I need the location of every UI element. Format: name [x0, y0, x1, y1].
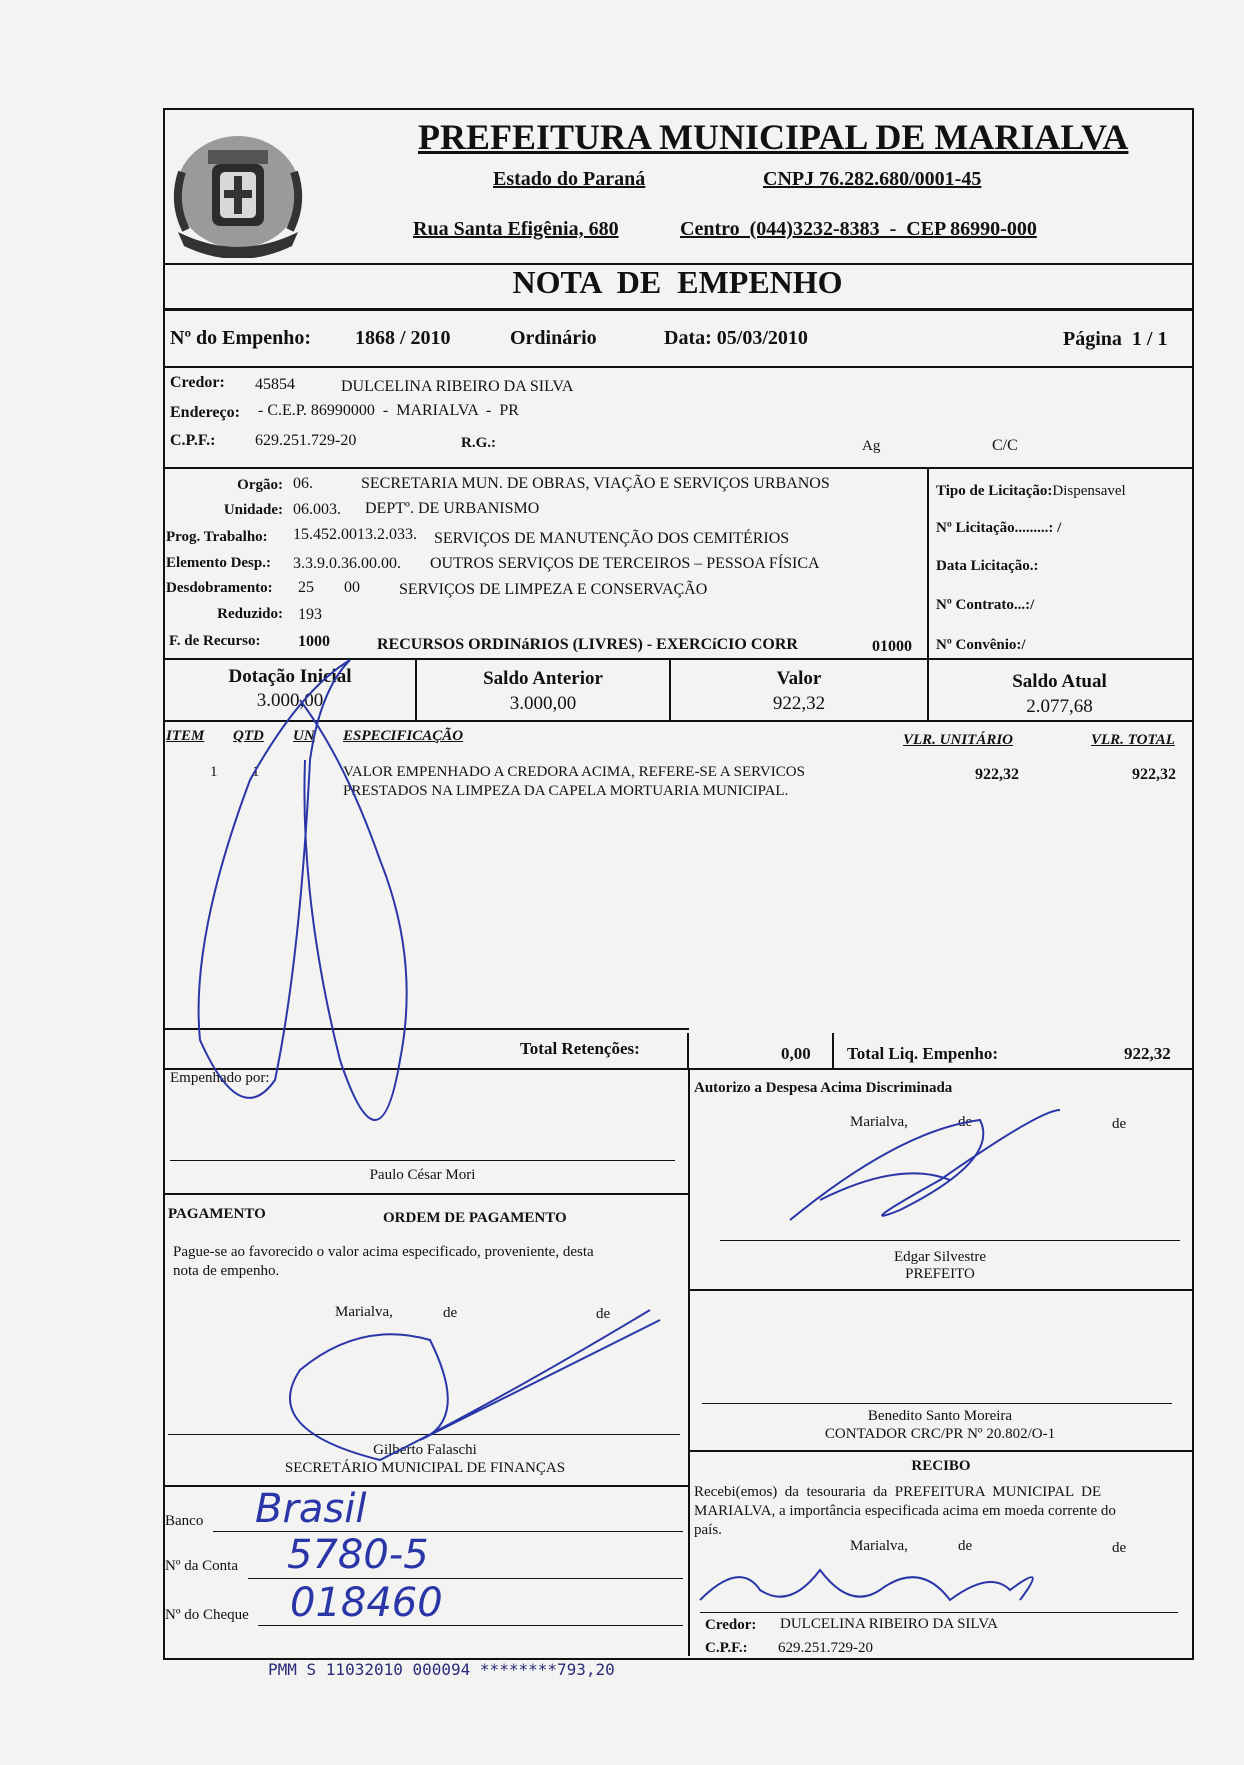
recibo-credor-label: Credor: [705, 1617, 757, 1633]
conta-label: Nº da Conta [165, 1558, 238, 1574]
recibo-text1: Recebi(emos) da tesouraria da PREFEITURA MUNICIPAL DE [694, 1484, 1102, 1500]
saldo-anterior-label: Saldo Anterior [483, 668, 603, 689]
secretario-name: Gilberto Falaschi [373, 1442, 477, 1458]
tipo-licitacao-value: Dispensavel [1052, 483, 1126, 499]
recurso-desc: RECURSOS ORDINáRIOS (LIVRES) - EXERCíCIO CORR [377, 636, 798, 653]
org-name: PREFEITURA MUNICIPAL DE MARIALVA [418, 117, 1129, 157]
prefeito-name: Edgar Silvestre [893, 1249, 987, 1265]
prog-desc: SERVIÇOS DE MANUTENÇÃO DOS CEMITÉRIOS [434, 530, 790, 547]
numero-convenio: Nº Convênio:/ [936, 637, 1026, 653]
banco-value: Brasil [255, 1486, 367, 1532]
saldo-atual-value: 2.077,68 [1026, 696, 1093, 717]
dotacao-label: Dotação Inicial [228, 666, 352, 687]
prefeito-role: PREFEITO [905, 1266, 975, 1282]
page-number: Página 1 / 1 [1063, 328, 1168, 350]
recibo-cpf-label: C.P.F.: [705, 1640, 748, 1656]
row-qtd: 1 [252, 764, 260, 780]
tipo-licitacao-label: Tipo de Licitação: [936, 483, 1053, 499]
empenho-type: Ordinário [510, 327, 597, 349]
empenho-number: 1868 / 2010 [355, 327, 451, 349]
data-licitacao: Data Licitação.: [936, 558, 1039, 574]
col-un: UN [293, 728, 315, 744]
orgao-label: Orgão: [237, 477, 283, 493]
cpf-label: C.P.F.: [170, 432, 216, 449]
unidade-desc: DEPTº. DE URBANISMO [365, 500, 540, 517]
secretario-role: SECRETÁRIO MUNICIPAL DE FINANÇAS [284, 1460, 566, 1476]
recibo-de2: de [1112, 1540, 1127, 1556]
ordem-pagamento: ORDEM DE PAGAMENTO [383, 1210, 567, 1226]
signature-empenhado-stroke [300, 700, 407, 1120]
recibo-title: RECIBO [911, 1458, 971, 1474]
orgao-code: 06. [293, 475, 313, 492]
autorizo-title: Autorizo a Despesa Acima Discriminada [694, 1080, 953, 1096]
state-name: Estado do Paraná [493, 168, 646, 190]
saldo-atual-label: Saldo Atual [1012, 671, 1107, 692]
row-total-value: 922,32 [1132, 766, 1176, 783]
desdobramento-desc: SERVIÇOS DE LIMPEZA E CONSERVAÇÃO [399, 581, 708, 598]
autorizo-place: Marialva, [850, 1114, 908, 1130]
valor-label: Valor [776, 668, 822, 689]
endereco-label: Endereço: [170, 404, 240, 421]
saldo-anterior-value: 3.000,00 [509, 693, 577, 714]
empenho-label: Nº do Empenho: [170, 327, 312, 349]
pagamento-de2: de [596, 1306, 611, 1322]
elemento-desc: OUTROS SERVIÇOS DE TERCEIROS – PESSOA FÍSICA [430, 555, 820, 572]
pagamento-title: PAGAMENTO [168, 1206, 266, 1222]
autorizo-de2: de [1112, 1116, 1127, 1132]
cnpj: CNPJ 76.282.680/0001-45 [763, 168, 982, 190]
recibo-de1: de [958, 1538, 973, 1554]
retencoes-label: Total Retenções: [520, 1039, 640, 1058]
signature-prefeito [790, 1110, 1060, 1220]
numero-licitacao: Nº Licitação.........: / [936, 520, 1062, 536]
ag-label: Ag [862, 438, 881, 454]
row-spec-line2: PRESTADOS NA LIMPEZA DA CAPELA MORTUARIA MUNICIPAL. [343, 783, 789, 799]
liq-label: Total Liq. Empenho: [847, 1044, 998, 1063]
document-title: NOTA DE EMPENHO [512, 264, 843, 300]
recurso-code2: 01000 [872, 638, 912, 655]
endereco-value: - C.E.P. 86990000 - MARIALVA - PR [258, 402, 519, 419]
prog-label: Prog. Trabalho: [166, 529, 268, 545]
cheque-label: Nº do Cheque [165, 1607, 249, 1623]
desdobramento-code2: 00 [344, 579, 360, 596]
recurso-label: F. de Recurso: [169, 633, 261, 649]
recibo-credor-name: DULCELINA RIBEIRO DA SILVA [780, 1616, 998, 1632]
cpf-value: 629.251.729-20 [255, 432, 357, 449]
unidade-label: Unidade: [223, 502, 283, 518]
col-spec: ESPECIFICAÇÃO [343, 728, 464, 744]
conta-value: 5780-5 [287, 1532, 429, 1578]
pagamento-text2: nota de empenho. [173, 1263, 280, 1279]
reduzido-value: 193 [298, 606, 322, 623]
banco-label: Banco [165, 1513, 204, 1529]
desdobramento-label: Desdobramento: [166, 580, 273, 596]
valor-value: 922,32 [772, 693, 826, 714]
contador-role: CONTADOR CRC/PR Nº 20.802/O-1 [824, 1426, 1056, 1442]
col-qtd: QTD [233, 728, 264, 744]
col-unit-value: VLR. UNITÁRIO [903, 732, 1014, 748]
recurso-code: 1000 [298, 633, 330, 650]
credor-code: 45854 [255, 376, 295, 393]
autorizo-de1: de [958, 1114, 973, 1130]
signature-empenhado [199, 660, 350, 1098]
signature-credor [700, 1570, 1033, 1600]
row-spec-line1: VALOR EMPENHADO A CREDORA ACIMA, REFERE-SE A SERVICOS [343, 764, 805, 780]
retencoes-value: 0,00 [781, 1044, 811, 1063]
prog-code: 15.452.0013.2.033. [293, 526, 417, 543]
orgao-desc: SECRETARIA MUN. DE OBRAS, VIAÇÃO E SERVIÇOS URBANOS [361, 475, 830, 492]
contador-name: Benedito Santo Moreira [867, 1408, 1013, 1424]
recibo-place: Marialva, [850, 1538, 908, 1554]
reduzido-label: Reduzido: [217, 606, 283, 622]
pagamento-place: Marialva, [335, 1304, 393, 1320]
empenho-date: Data: 05/03/2010 [664, 327, 808, 349]
elemento-label: Elemento Desp.: [166, 555, 271, 571]
pagamento-text1: Pague-se ao favorecido o valor acima especificado, proveniente, desta [173, 1244, 594, 1260]
cc-label: C/C [992, 437, 1018, 454]
row-unit-value: 922,32 [975, 766, 1019, 783]
elemento-code: 3.3.9.0.36.00.00. [293, 555, 401, 572]
col-total-value: VLR. TOTAL [1091, 732, 1175, 748]
payment-stamp: PMM S 11032010 000094 ********793,20 [268, 1660, 615, 1679]
signature-secretario [290, 1310, 660, 1460]
street-address: Rua Santa Efigênia, 680 [413, 218, 619, 240]
dotacao-value: 3.000,00 [256, 690, 324, 711]
empenhado-name: Paulo César Mori [369, 1167, 476, 1183]
numero-contrato: Nº Contrato...:/ [936, 597, 1035, 613]
cheque-value: 018460 [290, 1580, 443, 1626]
unidade-code: 06.003. [293, 501, 341, 518]
liq-value: 922,32 [1124, 1044, 1171, 1063]
empenhado-label: Empenhado por: [170, 1070, 270, 1086]
rg-label: R.G.: [461, 435, 496, 451]
recibo-text3: país. [694, 1522, 722, 1538]
credor-name: DULCELINA RIBEIRO DA SILVA [341, 378, 574, 395]
row-item: 1 [210, 764, 218, 780]
recibo-cpf-value: 629.251.729-20 [778, 1640, 873, 1656]
pagamento-de1: de [443, 1305, 458, 1321]
recibo-text2: MARIALVA, a importância especificada acima em moeda corrente do [694, 1503, 1116, 1519]
contact-line: Centro (044)3232-8383 - CEP 86990-000 [680, 218, 1037, 240]
desdobramento-code1: 25 [298, 579, 314, 596]
col-item: ITEM [166, 728, 205, 744]
credor-label: Credor: [170, 374, 225, 391]
